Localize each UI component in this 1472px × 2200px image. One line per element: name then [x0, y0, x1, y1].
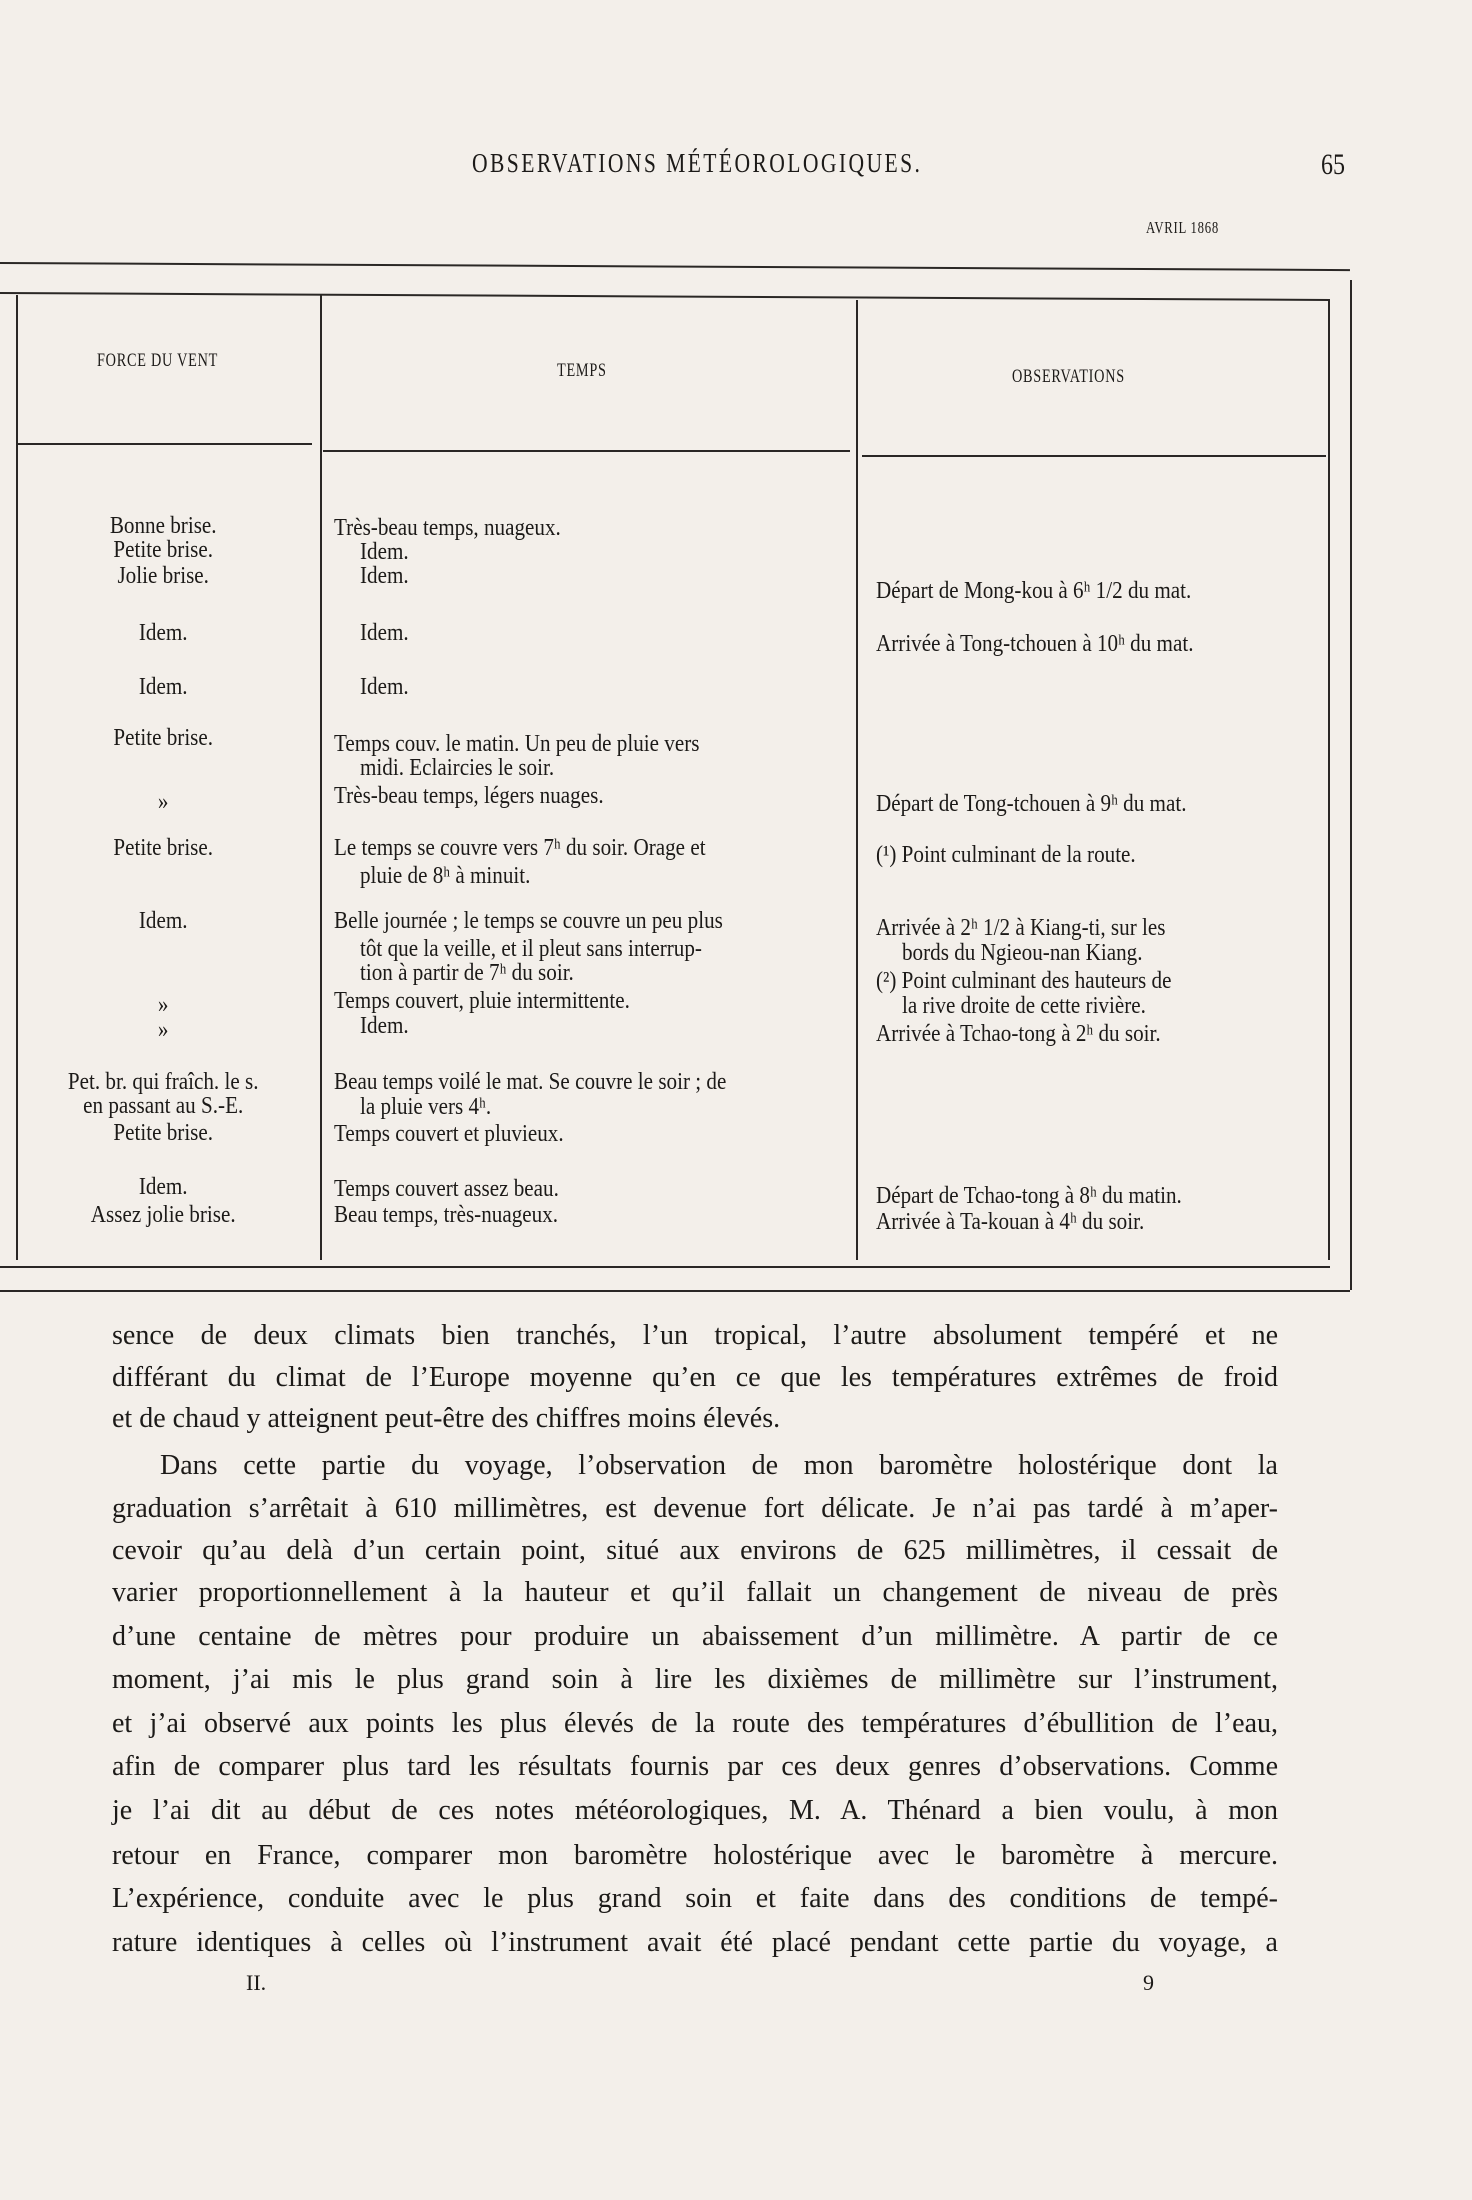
header-rule: [323, 450, 850, 452]
wind-force-cell: Pet. br. qui fraîch. le s.: [67, 1069, 259, 1095]
column-divider: [856, 300, 858, 1260]
wind-force-cell: Idem.: [138, 674, 188, 700]
weather-cell: Belle journée ; le temps se couvre un peu plus: [334, 908, 723, 934]
weather-cell: pluie de 8ʰ à minuit.: [360, 863, 531, 889]
wind-force-cell: Bonne brise.: [109, 513, 217, 539]
wind-force-cell: Idem.: [138, 908, 188, 934]
body-line: d’une centaine de mètres pour produire un abaissement d’un millimètre. A partir de ce: [112, 1621, 1278, 1652]
observation-cell: Arrivée à Ta-kouan à 4ʰ du soir.: [876, 1209, 1145, 1235]
body-line: différant du climat de l’Europe moyenne qu’en ce que les températures extrêmes de froid: [112, 1362, 1278, 1393]
weather-cell: Idem.: [360, 539, 409, 565]
column-header-force: FORCE DU VENT: [97, 350, 219, 371]
weather-cell: Idem.: [360, 620, 409, 646]
body-line: retour en France, comparer mon baromètre holostérique avec le baromètre à mercure.: [112, 1840, 1278, 1871]
weather-cell: Idem.: [360, 674, 409, 700]
observation-cell: Arrivée à Tong-tchouen à 10ʰ du mat.: [876, 631, 1194, 657]
table-rule-bottom: [0, 1290, 1350, 1292]
weather-cell: la pluie vers 4ʰ.: [360, 1094, 492, 1120]
weather-cell: Idem.: [360, 563, 409, 589]
body-line: sence de deux climats bien tranchés, l’un tropical, l’autre absolument tempéré et ne: [112, 1320, 1278, 1351]
table-rule: [0, 292, 1330, 300]
body-line: et de chaud y atteignent peut-être des chiffres moins élevés.: [112, 1403, 781, 1434]
body-line: Dans cette partie du voyage, l’observation de mon baromètre holostérique dont la: [160, 1450, 1278, 1481]
wind-force-cell: »: [157, 1017, 169, 1043]
table-border: [1350, 280, 1352, 1290]
weather-cell: Temps couvert et pluvieux.: [334, 1121, 564, 1147]
wind-force-cell: Petite brise.: [113, 725, 214, 751]
weather-cell: midi. Eclaircies le soir.: [360, 755, 555, 781]
observation-cell: Arrivée à Tchao-tong à 2ʰ du soir.: [876, 1021, 1161, 1047]
column-divider: [1328, 300, 1330, 1260]
column-header-observations: OBSERVATIONS: [1012, 366, 1125, 387]
table-rule-top: [0, 262, 1350, 271]
body-line: cevoir qu’au delà d’un certain point, situé aux environs de 625 millimètres, il cessait de: [112, 1535, 1278, 1566]
weather-cell: Temps couv. le matin. Un peu de pluie vers: [334, 731, 700, 757]
weather-cell: tion à partir de 7ʰ du soir.: [360, 960, 574, 986]
body-line: je l’ai dit au début de ces notes météorologiques, M. A. Thénard a bien voulu, à mon: [112, 1795, 1278, 1826]
wind-force-cell: Assez jolie brise.: [90, 1202, 236, 1228]
observation-cell: Départ de Tong-tchouen à 9ʰ du mat.: [876, 791, 1187, 817]
page-number: 65: [1321, 148, 1345, 181]
wind-force-cell: Petite brise.: [113, 537, 214, 563]
body-line: moment, j’ai mis le plus grand soin à lire les dixièmes de millimètre sur l’instrument,: [112, 1664, 1278, 1695]
running-title: OBSERVATIONS MÉTÉOROLOGIQUES.: [472, 148, 923, 178]
observation-cell: (¹) Point culminant de la route.: [876, 842, 1136, 868]
column-divider: [320, 295, 322, 1260]
observation-cell: Arrivée à 2ʰ 1/2 à Kiang-ti, sur les: [876, 915, 1166, 941]
wind-force-cell: »: [157, 992, 169, 1018]
weather-cell: Très-beau temps, nuageux.: [334, 515, 561, 541]
weather-cell: Très-beau temps, légers nuages.: [334, 783, 604, 809]
body-line: varier proportionnellement à la hauteur et qu’il fallait un changement de niveau de près: [112, 1577, 1278, 1608]
weather-cell: tôt que la veille, et il pleut sans interrup-: [360, 936, 702, 962]
wind-force-cell: en passant au S.-E.: [83, 1093, 244, 1119]
observation-cell: bords du Ngieou-nan Kiang.: [902, 940, 1143, 966]
body-line: afin de comparer plus tard les résultats fournis par ces deux genres d’observations. Comme: [112, 1751, 1278, 1782]
weather-cell: Temps couvert, pluie intermittente.: [334, 988, 630, 1014]
weather-cell: Temps couvert assez beau.: [334, 1176, 559, 1202]
weather-cell: Le temps se couvre vers 7ʰ du soir. Orage et: [334, 835, 706, 861]
header-rule: [862, 455, 1326, 457]
wind-force-cell: Jolie brise.: [117, 563, 209, 589]
observation-cell: la rive droite de cette rivière.: [902, 993, 1146, 1019]
weather-cell: Idem.: [360, 1013, 409, 1039]
body-line: et j’ai observé aux points les plus élevés de la route des températures d’ébullition de l’eau,: [112, 1708, 1278, 1739]
wind-force-cell: Petite brise.: [113, 835, 214, 861]
wind-force-cell: Petite brise.: [113, 1120, 214, 1146]
observation-cell: Départ de Tchao-tong à 8ʰ du matin.: [876, 1183, 1182, 1209]
body-line: L’expérience, conduite avec le plus grand soin et faite dans des conditions de tempé-: [112, 1883, 1278, 1914]
header-rule: [16, 443, 312, 445]
weather-cell: Beau temps, très-nuageux.: [334, 1202, 559, 1228]
observation-cell: Départ de Mong-kou à 6ʰ 1/2 du mat.: [876, 578, 1192, 604]
table-rule-bottom: [0, 1266, 1330, 1268]
signature-mark: 9: [1143, 1970, 1154, 1995]
wind-force-cell: Idem.: [138, 1174, 188, 1200]
wind-force-cell: Idem.: [138, 620, 188, 646]
date-label: AVRIL 1868: [1146, 218, 1220, 237]
body-line: graduation s’arrêtait à 610 millimètres, est devenue fort délicate. Je n’ai pas tardé à m’aper-: [112, 1493, 1278, 1524]
column-header-temps: TEMPS: [557, 360, 607, 381]
volume-mark: II.: [246, 1970, 267, 1995]
weather-cell: Beau temps voilé le mat. Se couvre le soir ; de: [334, 1069, 727, 1095]
observation-cell: (²) Point culminant des hauteurs de: [876, 968, 1172, 994]
wind-force-cell: »: [157, 789, 169, 815]
body-line: rature identiques à celles où l’instrument avait été placé pendant cette partie du voyage, a: [112, 1927, 1278, 1958]
